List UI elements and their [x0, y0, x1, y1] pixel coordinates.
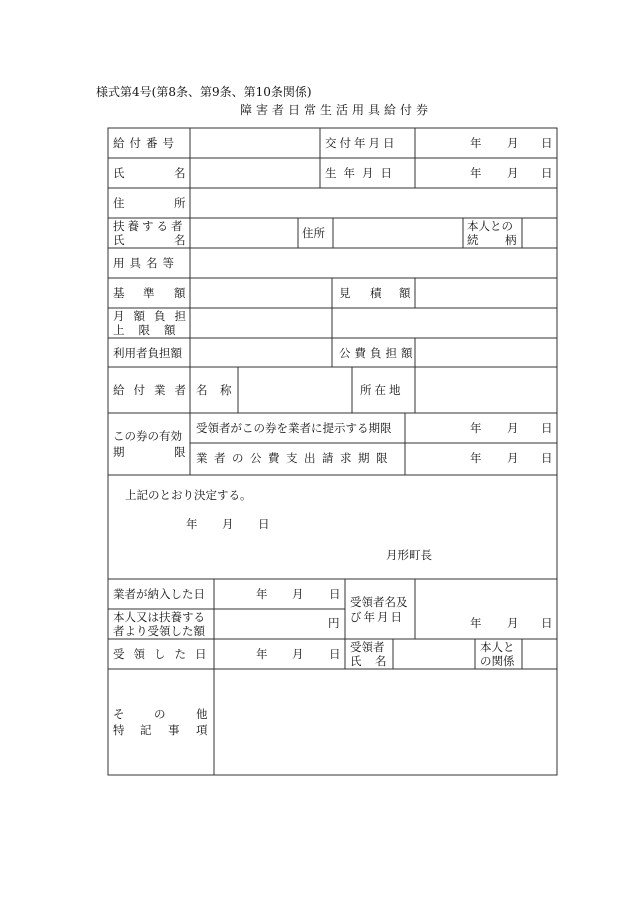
label-tokki-1: 特	[113, 723, 125, 737]
label-juryosha-shimei-2b: 名	[375, 654, 387, 668]
label-zokugara-2a: 続	[467, 233, 479, 247]
label-fuyo-2a: 氏	[113, 233, 125, 247]
decision-day-unit: 日	[258, 517, 270, 531]
label-seikyu-kigen: 業者の公費支出請求期限	[196, 451, 394, 465]
label-sonota-a: そ	[113, 707, 125, 721]
label-kijun-1: 基	[113, 286, 125, 300]
teiji-day-unit: 日	[541, 421, 553, 435]
label-meisho-2: 称	[220, 383, 232, 397]
label-yuko-1: この券の有効	[113, 429, 182, 443]
juryo-year-unit: 年	[256, 647, 268, 661]
label-riyosha-futan: 利用者負担額	[113, 346, 182, 360]
mayor-name: 月形町長	[386, 548, 432, 562]
label-shozaichi: 所在地	[360, 383, 404, 397]
label-yuko-2b: 限	[174, 445, 186, 459]
label-nonyu-date: 業者が納入した日	[113, 587, 205, 601]
lower-table-border	[108, 579, 557, 775]
label-shimei-2: 名	[174, 166, 186, 180]
birth-day-unit: 日	[541, 166, 553, 180]
label-kyufu-gyosha: 給付業者	[113, 383, 195, 397]
nonyu-day-unit: 日	[329, 587, 341, 601]
label-teiji-kigen: 受領者がこの券を業者に提示する期限	[196, 421, 392, 435]
seikyu-year-unit: 年	[470, 451, 482, 465]
label-jusho-1: 住	[113, 196, 125, 210]
label-getsugaku-1: 月額負担	[113, 309, 195, 323]
label-fuyo-1: 扶養する者	[113, 219, 186, 233]
teiji-month-unit: 月	[507, 421, 519, 435]
label-juryosha-1: 受領者名及	[350, 595, 408, 609]
label-shimei-1: 氏	[113, 166, 125, 180]
juryosha-month-unit: 月	[507, 616, 519, 630]
decision-text: 上記のとおり決定する。	[125, 488, 252, 502]
label-juryo-date: 受領した日	[113, 647, 216, 661]
birth-month-unit: 月	[507, 166, 519, 180]
label-yuko-2a: 期	[113, 445, 125, 459]
label-mitsumori-1: 見	[339, 286, 351, 300]
label-fuyo-2b: 名	[174, 233, 186, 247]
label-yogu-name: 用具名等	[113, 256, 179, 270]
label-sonota-b: の	[154, 707, 166, 721]
label-sonota-c: 他	[196, 707, 208, 721]
label-mitsumori-3: 額	[399, 286, 411, 300]
juryo-month-unit: 月	[292, 647, 304, 661]
label-mitsumori-2: 積	[370, 286, 382, 300]
label-juryosha-2: び年月日	[350, 610, 404, 624]
seikyu-day-unit: 日	[541, 451, 553, 465]
label-kijun-3: 額	[174, 286, 186, 300]
form-title: 障害者日常生活用具給付券	[240, 103, 433, 117]
label-getsugaku-2: 上限額	[113, 323, 190, 337]
label-kohi-futan: 公費負担額	[339, 346, 417, 360]
decision-month-unit: 月	[222, 517, 234, 531]
label-zokugara-1: 本人との	[467, 219, 513, 233]
form-number: 様式第4号(第8条、第9条、第10条関係)	[96, 85, 312, 99]
kofu-month-unit: 月	[507, 136, 519, 150]
label-zokugara-2b: 柄	[505, 233, 517, 247]
juryo-day-unit: 日	[329, 647, 341, 661]
label-kofu-date: 交付年月日	[325, 136, 398, 150]
label-juryosha-shimei-1: 受領者	[350, 640, 385, 654]
label-juryo-gaku-1: 本人又は扶養する	[113, 610, 205, 624]
teiji-year-unit: 年	[470, 421, 482, 435]
label-jusho-2: 所	[174, 196, 186, 210]
seikyu-month-unit: 月	[507, 451, 519, 465]
label-juryo-gaku-2: 者より受領した額	[113, 624, 205, 638]
juryosha-year-unit: 年	[470, 616, 482, 630]
label-kankei-1: 本人と	[480, 640, 515, 654]
label-juryosha-shimei-2a: 氏	[350, 654, 362, 668]
label-kijun-2: 準	[143, 286, 155, 300]
label-kyufu-bango: 給付番号	[113, 136, 179, 150]
yen-unit: 円	[328, 616, 340, 630]
label-tokki-2: 記	[140, 723, 152, 737]
label-tokki-3: 事	[168, 723, 180, 737]
kofu-year-unit: 年	[470, 136, 482, 150]
label-tokki-4: 項	[196, 723, 208, 737]
label-kankei-2: の関係	[480, 654, 515, 668]
juryosha-day-unit: 日	[541, 616, 553, 630]
birth-year-unit: 年	[470, 166, 482, 180]
kofu-day-unit: 日	[541, 136, 553, 150]
label-seinengappi: 生年月日	[325, 166, 399, 180]
decision-year-unit: 年	[186, 517, 198, 531]
label-meisho-1: 名	[196, 383, 208, 397]
nonyu-month-unit: 月	[292, 587, 304, 601]
nonyu-year-unit: 年	[256, 587, 268, 601]
label-fuyo-jusho: 住所	[302, 226, 325, 240]
